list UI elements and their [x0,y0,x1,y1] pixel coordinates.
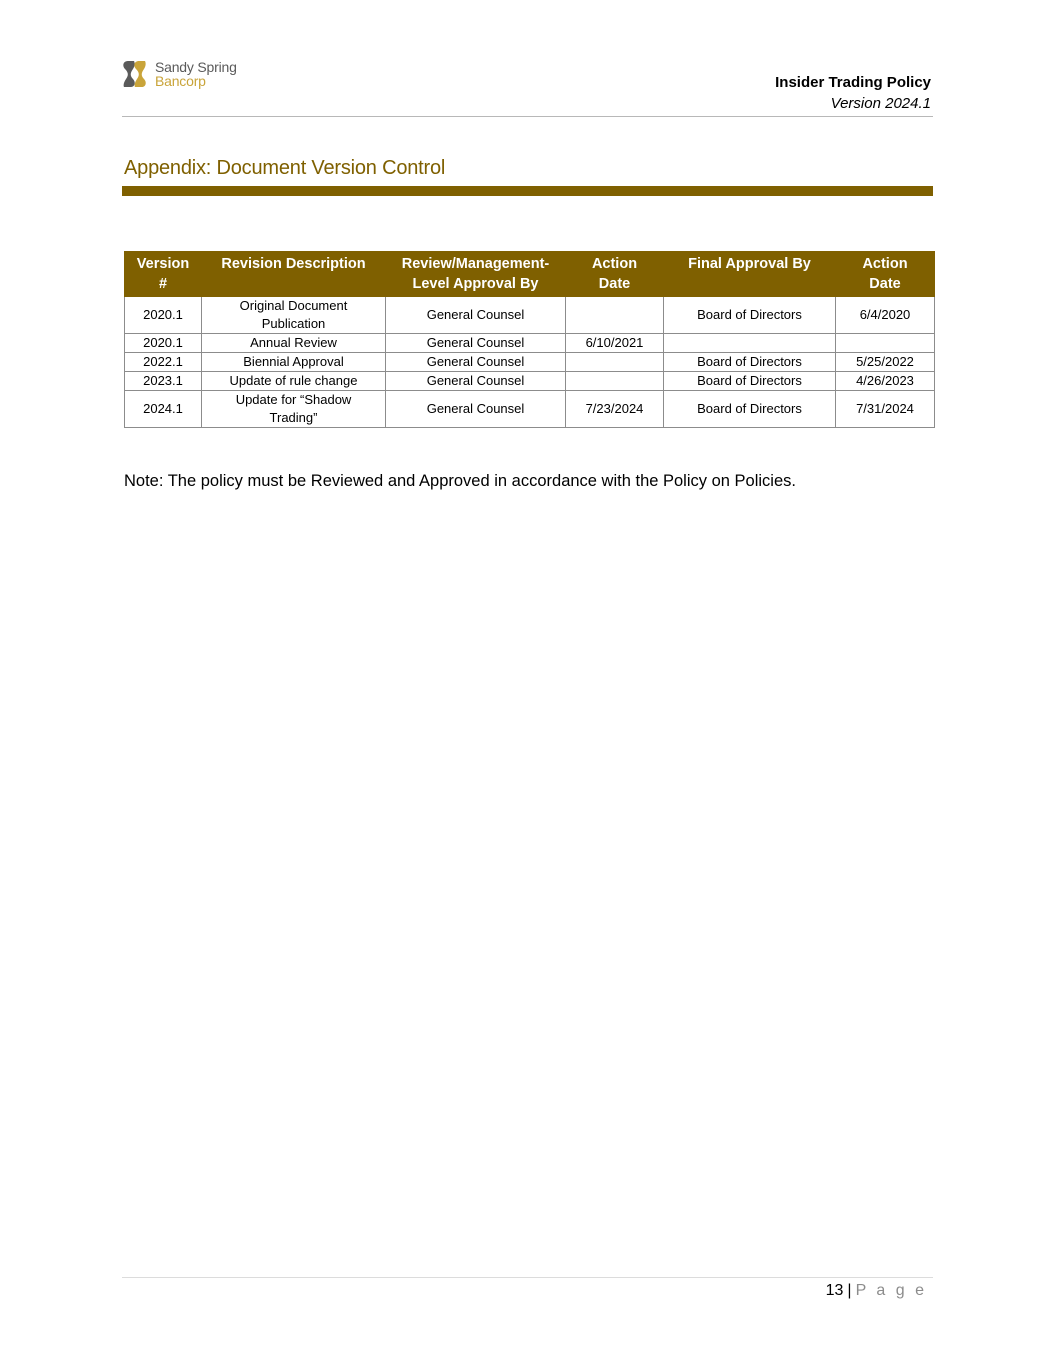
logo-text [155,60,237,88]
footer-divider [122,1277,933,1278]
cell-version: 2023.1 [125,372,202,391]
cell-description: Annual Review [202,334,386,353]
col-header-final-action-date: Action Date [836,252,935,297]
cell-description: Update for “Shadow Trading” [202,391,386,428]
table-row [125,372,935,391]
table-header-row [125,252,935,297]
col-header-final-approval: Final Approval By [664,252,836,297]
cell-action-date [566,297,664,334]
table-row [125,297,935,334]
cell-final-date [836,334,935,353]
page-number: 13 [825,1282,844,1299]
cell-action-date: 7/23/2024 [566,391,664,428]
logo-line-1: Sandy Spring [155,59,237,75]
header-divider [122,116,933,117]
cell-action-date: 6/10/2021 [566,334,664,353]
cell-final-approval: Board of Directors [664,353,836,372]
cell-final-date: 7/31/2024 [836,391,935,428]
cell-description: Original Document Publication [202,297,386,334]
cell-version: 2020.1 [125,334,202,353]
footer-separator: | [847,1282,852,1299]
cell-review: General Counsel [386,353,566,372]
col-header-review-approval: Review/Management- Level Approval By [386,252,566,297]
logo-line-2: Bancorp [155,73,206,89]
policy-note: Note: The policy must be Reviewed and Approved in accordance with the Policy on Policies. [124,472,796,490]
cell-final-approval: Board of Directors [664,391,836,428]
cell-review: General Counsel [386,334,566,353]
ss-logo-mark-icon [122,60,148,88]
table-row [125,334,935,353]
cell-review: General Counsel [386,391,566,428]
cell-version: 2024.1 [125,391,202,428]
version-control-table [124,251,935,428]
cell-review: General Counsel [386,372,566,391]
cell-description: Biennial Approval [202,353,386,372]
cell-review: General Counsel [386,297,566,334]
col-header-version: Version # [125,252,202,297]
col-header-action-date: Action Date [566,252,664,297]
appendix-title-bar [122,186,933,196]
company-logo [122,58,262,90]
cell-version: 2022.1 [125,353,202,372]
cell-final-approval: Board of Directors [664,372,836,391]
appendix-title: Appendix: Document Version Control [124,157,446,179]
page-label: P a g e [855,1282,927,1299]
table-row [125,391,935,428]
header-title: Insider Trading Policy [775,74,931,91]
cell-final-date: 6/4/2020 [836,297,935,334]
cell-final-approval: Board of Directors [664,297,836,334]
cell-final-date: 5/25/2022 [836,353,935,372]
cell-action-date [566,372,664,391]
page-footer [826,1282,927,1300]
cell-final-approval [664,334,836,353]
cell-version: 2020.1 [125,297,202,334]
table-row [125,353,935,372]
col-header-revision-description: Revision Description [202,252,386,297]
header-version: Version 2024.1 [830,95,931,112]
cell-action-date [566,353,664,372]
cell-description: Update of rule change [202,372,386,391]
cell-final-date: 4/26/2023 [836,372,935,391]
